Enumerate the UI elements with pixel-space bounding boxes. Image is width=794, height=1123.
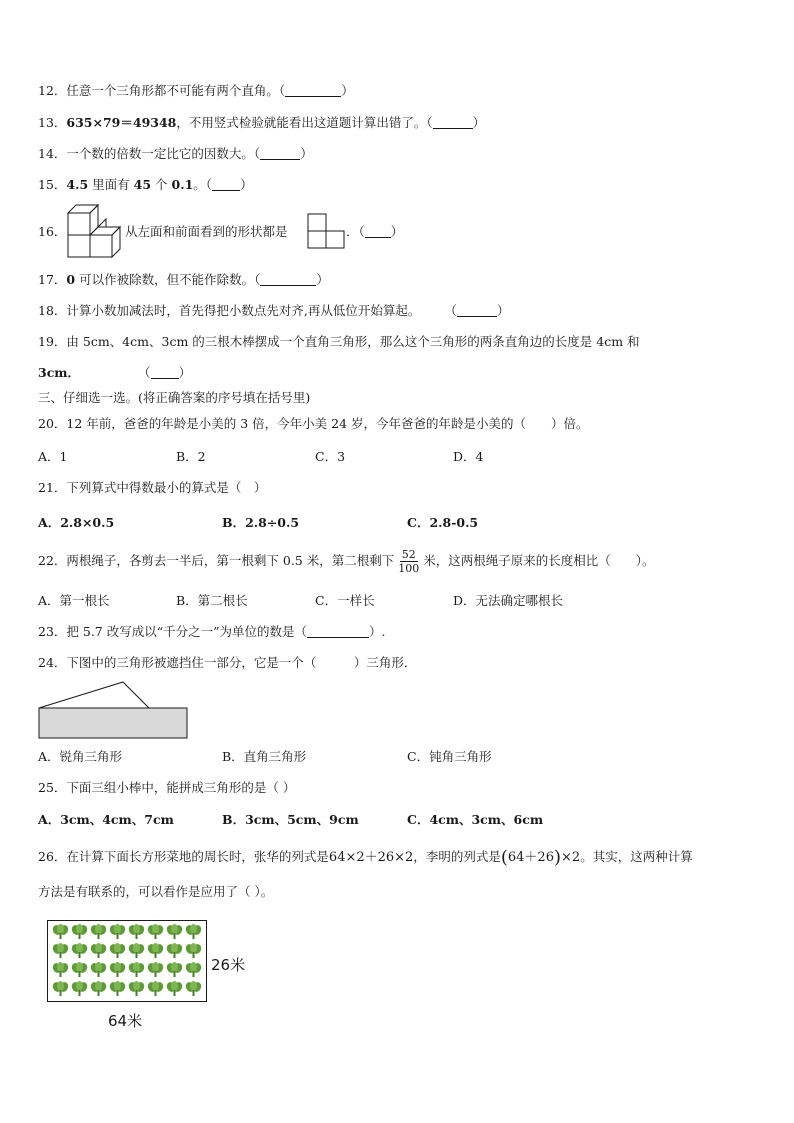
vegetable-icon	[128, 981, 145, 996]
vegetable-icon	[166, 981, 183, 996]
answer-blank-16[interactable]	[365, 225, 391, 238]
vegetable-icon	[71, 981, 88, 996]
option-20-c[interactable]: C．3	[315, 449, 346, 464]
option-25-c[interactable]: C．4cm、3cm、6cm	[407, 812, 544, 827]
question-26-line2: 方法是有联系的，可以看作是应用了（ ）。	[38, 884, 274, 899]
vegetable-field-rectangle	[47, 920, 207, 1002]
question-16: 16．	[38, 224, 67, 239]
vegetable-icon	[52, 962, 69, 977]
vegetable-icon	[90, 924, 107, 939]
vegetable-icon	[185, 962, 202, 977]
answer-blank-19[interactable]	[151, 366, 179, 379]
vegetable-icon	[71, 924, 88, 939]
question-20: 20．12 年前，爸爸的年龄是小美的 3 倍，今年小美 24 岁，今年爸爸的年龄是小美的（ ）倍。	[38, 416, 589, 431]
vegetable-icon	[90, 962, 107, 977]
cover-rectangle	[39, 708, 187, 738]
length-label: 64米	[108, 1012, 143, 1030]
option-20-a[interactable]: A．1	[38, 449, 68, 464]
answer-blank-14[interactable]	[260, 147, 300, 160]
question-12: 12．任意一个三角形都不可能有两个直角。（ ）	[38, 83, 354, 98]
vegetable-icon	[71, 943, 88, 958]
option-22-b[interactable]: B．第二根长	[176, 593, 248, 608]
answer-blank-15[interactable]	[212, 178, 240, 191]
vegetable-icon	[52, 943, 69, 958]
option-20-b[interactable]: B．2	[176, 449, 206, 464]
vegetable-icon	[166, 962, 183, 977]
question-16-answer: ．（ ）	[346, 224, 404, 239]
option-22-a[interactable]: A．第一根长	[38, 593, 110, 608]
question-19: 19．由 5cm、4cm、3cm 的三根木棒摆成一个直角三角形，那么这个三角形的两条直角边的长度是 4cm 和	[38, 334, 640, 349]
question-21: 21．下列算式中得数最小的算式是（ ）	[38, 480, 267, 495]
vegetable-icon	[90, 981, 107, 996]
option-21-c[interactable]: C．2.8-0.5	[407, 515, 479, 530]
vegetable-icon	[147, 924, 164, 939]
question-17: 17．0 可以作被除数，但不能作除数。（ ）	[38, 272, 329, 287]
vegetable-icon	[109, 981, 126, 996]
vegetable-icon	[109, 924, 126, 939]
question-26: 26．在计算下面长方形菜地的周长时，张华的列式是64×2＋26×2，李明的列式是(64＋26)×2。其实，这两种计算	[38, 847, 693, 868]
vegetable-icon	[147, 962, 164, 977]
vegetable-icon	[128, 924, 145, 939]
section-3-title: 三、仔细选一选。(将正确答案的序号填在括号里)	[38, 390, 311, 405]
answer-blank-13[interactable]	[433, 116, 473, 129]
question-22: 22．两根绳子，各剪去一半后，第一根剩下 0.5 米，第二根剩下 $\frac{52}{100}$ 米，这两根绳子原来的长度相比（ ）。	[38, 548, 655, 575]
option-21-b[interactable]: B．2.8÷0.5	[222, 515, 300, 530]
vegetable-icon	[128, 962, 145, 977]
vegetable-icon	[109, 962, 126, 977]
covered-triangle-figure	[37, 680, 189, 740]
vegetable-icon	[90, 943, 107, 958]
vegetable-icon	[147, 943, 164, 958]
question-23: 23．把 5.7 改写成以“千分之一”为单位的数是（ ）.	[38, 624, 386, 639]
vegetable-icon	[185, 943, 202, 958]
option-24-c[interactable]: C．钝角三角形	[407, 749, 492, 764]
vegetable-icon	[147, 981, 164, 996]
answer-blank-12[interactable]	[285, 84, 341, 97]
vegetable-icon	[52, 924, 69, 939]
question-13: 13．635×79＝49348，不用竖式检验就能看出这道题计算出错了。（ ）	[38, 115, 486, 130]
vegetable-icon	[109, 943, 126, 958]
question-16-text: 从左面和前面看到的形状都是	[125, 224, 288, 239]
option-24-b[interactable]: B．直角三角形	[222, 749, 307, 764]
answer-blank-23[interactable]	[307, 625, 369, 638]
answer-blank-18[interactable]	[457, 304, 497, 317]
option-22-c[interactable]: C．一样长	[315, 593, 375, 608]
question-14: 14．一个数的倍数一定比它的因数大。（ ）	[38, 146, 313, 161]
vegetable-icon	[166, 924, 183, 939]
option-25-b[interactable]: B．3cm、5cm、9cm	[222, 812, 359, 827]
vegetable-icon	[128, 943, 145, 958]
option-22-d[interactable]: D．无法确定哪根长	[453, 593, 564, 608]
question-18: 18．计算小数加减法时，首先得把小数点先对齐,再从低位开始算起。 （ ）	[38, 303, 510, 318]
vegetable-icon	[166, 943, 183, 958]
option-24-a[interactable]: A．锐角三角形	[38, 749, 123, 764]
fraction-52-100: $\frac{52}{100}$	[398, 548, 420, 575]
cube-stack-icon	[64, 203, 124, 261]
width-label: 26米	[211, 956, 246, 974]
view-shape-icon	[307, 213, 345, 249]
question-19-line2: 3cm． （ ）	[38, 365, 192, 380]
question-24: 24．下图中的三角形被遮挡住一部分，它是一个（ ）三角形．	[38, 655, 417, 670]
vegetable-icon	[71, 962, 88, 977]
vegetable-icon	[185, 924, 202, 939]
vegetable-icon	[185, 981, 202, 996]
question-15: 15．4.5 里面有 45 个 0.1。（ ）	[38, 177, 253, 192]
question-25: 25．下面三组小棒中，能拼成三角形的是（ ）	[38, 780, 296, 795]
option-21-a[interactable]: A．2.8×0.5	[38, 515, 115, 530]
answer-blank-17[interactable]	[260, 273, 316, 286]
vegetable-icon	[52, 981, 69, 996]
option-25-a[interactable]: A．3cm、4cm、7cm	[38, 812, 174, 827]
option-20-d[interactable]: D．4	[453, 449, 484, 464]
